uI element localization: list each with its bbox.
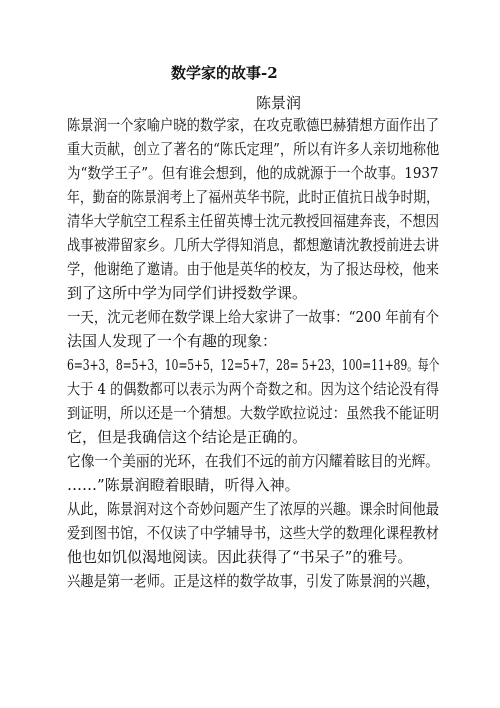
body-line: 从此，陈景润对这个奇妙问题产生了浓厚的兴趣。课余时间他最 bbox=[67, 500, 440, 518]
body-line: 清华大学航空工程系主任留英博士沈元教授回福建奔丧，不想因 bbox=[67, 212, 440, 230]
document-author: 陈景润 bbox=[256, 94, 302, 112]
document-title: 数学家的故事-2 bbox=[171, 64, 278, 82]
document-body bbox=[67, 113, 439, 593]
body-line: 战事被滞留家乡。几所大学得知消息，都想邀请沈教授前进去讲 bbox=[67, 236, 440, 254]
body-line: 大于 4 的偶数都可以表示为两个奇数之和。因为这个结论没有得 bbox=[67, 380, 440, 398]
body-line: 到证明，所以还是一个猜想。大数学欧拉说过：虽然我不能证明 bbox=[67, 404, 440, 422]
body-line: 它，但是我确信这个结论是正确的。 bbox=[67, 428, 308, 446]
body-line: 年，勤奋的陈景润考上了福州英华书院，此时正值抗日战争时期， bbox=[67, 188, 440, 206]
body-line: 他也如饥似渴地阅读。因此获得了“书呆子”的雅号。 bbox=[67, 548, 413, 566]
body-line: 它像一个美丽的光环，在我们不远的前方闪耀着眩目的光辉。 bbox=[67, 452, 440, 470]
body-line: 6=3+3，8=5+3，10=5+5，12=5+7，28= 5+23，100=11+89。每个 bbox=[67, 356, 440, 374]
body-line: 学，他谢绝了邀请。由于他是英华的校友，为了报达母校，他来 bbox=[67, 260, 440, 278]
body-line: 爱到图书馆，不仅读了中学辅导书，这些大学的数理化课程教材 bbox=[67, 524, 440, 542]
body-line: 为“数学王子”。但有谁会想到，他的成就源于一个故事。1937 bbox=[67, 164, 439, 182]
body-line: 到了这所中学为同学们讲授数学课。 bbox=[67, 284, 308, 302]
body-line: 一天，沈元老师在数学课上给大家讲了一故事：“200 年前有个 bbox=[67, 308, 440, 326]
body-line: 陈景润一个家喻户晓的数学家，在攻克歌德巴赫猜想方面作出了 bbox=[67, 116, 440, 134]
body-line: 重大贡献，创立了著名的“陈氏定理”，所以有许多人亲切地称他 bbox=[67, 140, 440, 158]
body-line: 兴趣是第一老师。正是这样的数学故事，引发了陈景润的兴趣， bbox=[67, 572, 440, 590]
body-line: 法国人发现了一个有趣的现象： bbox=[67, 332, 278, 350]
body-line: ……”陈景润瞪着眼睛，听得入神。 bbox=[67, 476, 300, 494]
